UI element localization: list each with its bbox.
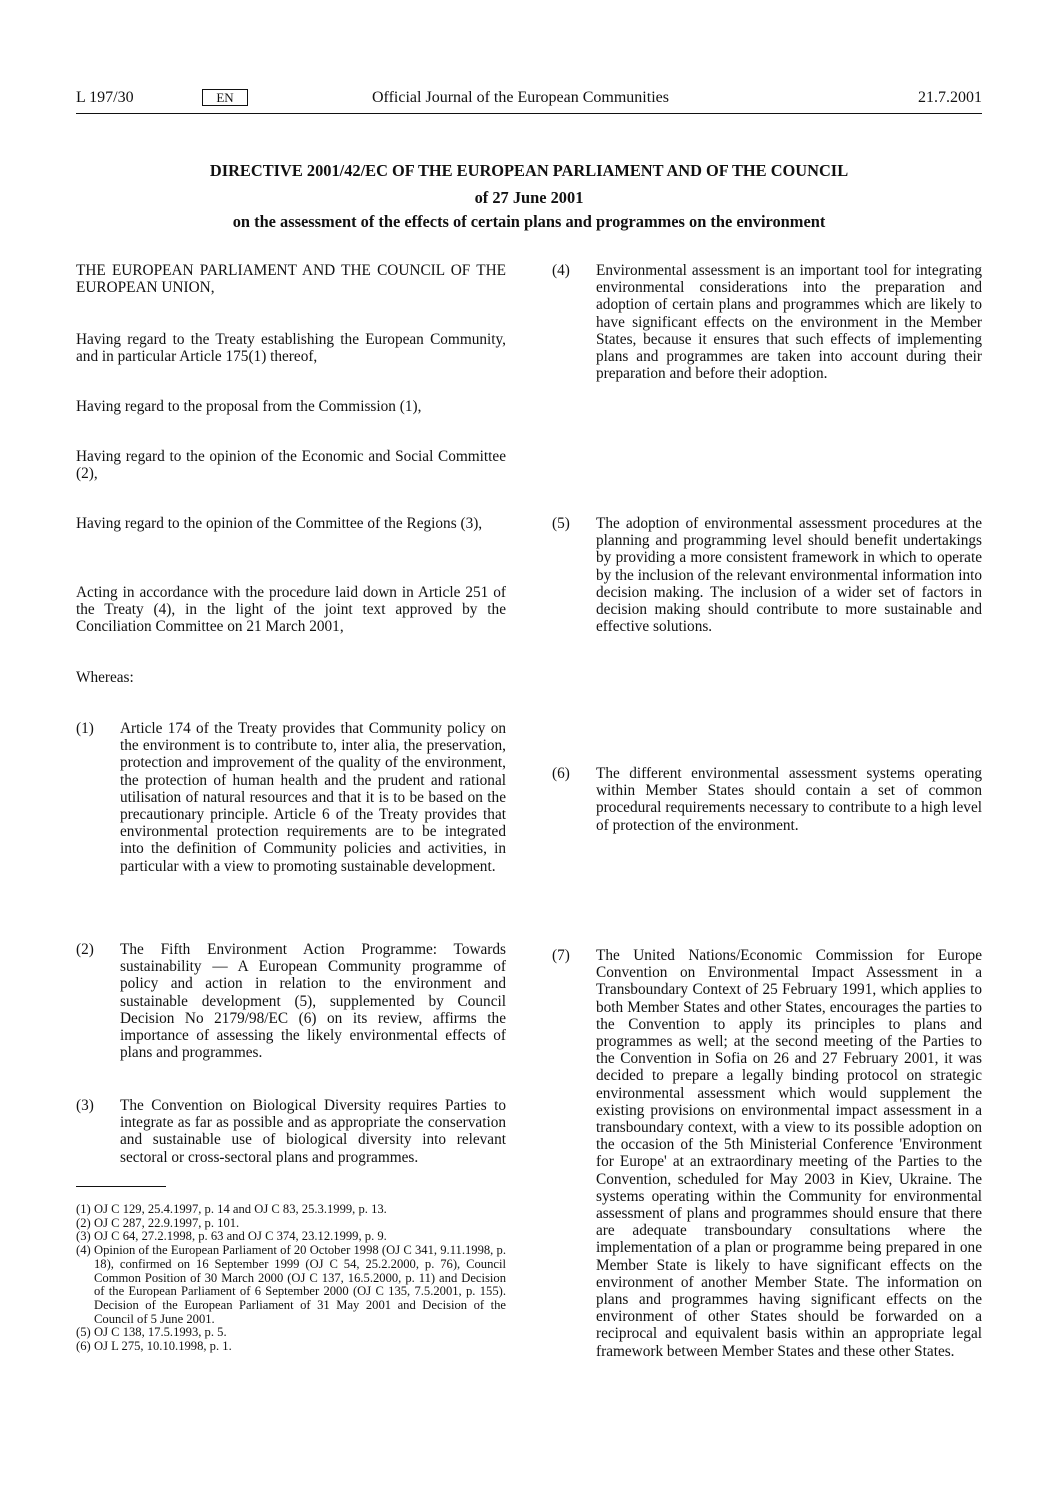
directive-subject: on the assessment of the effects of certain plans and programmes on the environment [232,212,826,231]
journal-reference: L 197/30 [76,89,134,106]
recital-number: (7) [552,947,570,964]
preamble-treaty: Having regard to the Treaty establishing the European Community, and in particular Article 175(1) thereof, [76,331,506,366]
recital-number: (5) [552,515,570,532]
preamble-esc-opinion: Having regard to the opinion of the Economic and Social Committee (2), [76,448,506,483]
footnote-mark: (6) [76,1339,91,1354]
recital-number: (3) [76,1097,94,1114]
preamble-whereas: Whereas: [76,669,134,686]
recital-number: (1) [76,720,94,737]
preamble-parties: THE EUROPEAN PARLIAMENT AND THE COUNCIL OF THE EUROPEAN UNION, [76,262,506,297]
footnote-text: OJ C 129, 25.4.1997, p. 14 and OJ C 83, 25.3.1999, p. 13. [94,1202,387,1216]
preamble-regions-opinion: Having regard to the opinion of the Committee of the Regions (3), [76,515,483,532]
directive-title: DIRECTIVE 2001/42/EC OF THE EUROPEAN PARLIAMENT AND OF THE COUNCIL [209,161,849,180]
footnote-text: OJ C 64, 27.2.1998, p. 63 and OJ C 374, 23.12.1999, p. 9. [94,1229,387,1244]
preamble-proposal: Having regard to the proposal from the Commission (1), [76,398,422,415]
footnote-divider [76,1186,166,1187]
footnote-text: Opinion of the European Parliament of 20 October 1998 (OJ C 341, 9.11.1998, p. 18), confirmed on 16 September 1999 (OJ C 54, 25.2.2000, p. 76), Council Common Position of 30 March 2000 (OJ C 137, 16.5.2000, p. 11) and Decision of the European Parliament of 6 September 2000 (OJ C 135, 7.5.2001, p. 155). Decision of the European Parliament of 31 May 2001 and Decision of the Council of 5 June 2001. [94,1243,506,1326]
preamble-procedure: Acting in accordance with the procedure laid down in Article 251 of the Treaty (4), in the light of the joint text approved by the Conciliation Committee on 21 March 2001, [76,584,506,636]
recital-text: The Convention on Biological Diversity requires Parties to integrate as far as possible and as appropriate the conservation and sustainable use of biological diversity into relevant sectoral or cross-sectoral plans and programmes. [120,1097,506,1166]
recital-text: The adoption of environmental assessment procedures at the planning and programming level should benefit undertakings by providing a more consistent framework in which to operate by the inclusion of the relevant environmental information into decision making. The inclusion of a wider set of factors in decision making should contribute to more sustainable and effective solutions. [596,515,982,636]
footnote-6 [76,1340,506,1354]
recital-text: Article 174 of the Treaty provides that Community policy on the environment is to contribute to, inter alia, the preservation, protection and improvement of the quality of the environment, the protection of human health and the prudent and rational utilisation of natural resources and that it is to be based on the precautionary principle. Article 6 of the Treaty provides that environmental protection requirements are to be integrated into the definition of Community policies and activities, in particular with a view to promoting sustainable development. [120,720,506,875]
recital-text: The different environmental assessment systems operating within Member States should contain a set of common procedural requirements necessary to contribute to a high level of protection of the environment. [596,765,982,834]
footnote-mark: (3) [76,1229,91,1244]
footnote-text: OJ C 138, 17.5.1993, p. 5. [94,1325,227,1340]
recital-number: (4) [552,262,570,279]
footnote-1 [76,1203,506,1217]
footnote-2 [76,1217,506,1231]
recital-number: (2) [76,941,94,958]
footnotes [76,1203,506,1354]
header-divider [76,113,982,114]
footnote-mark: (1) [76,1202,91,1216]
footnote-3 [76,1230,506,1244]
footnote-mark: (4) [76,1243,91,1258]
footnote-text: OJ C 287, 22.9.1997, p. 101. [94,1215,240,1230]
footnote-text: OJ L 275, 10.10.1998, p. 1. [94,1339,232,1354]
publication-date: 21.7.2001 [918,89,982,106]
footnote-mark: (2) [76,1215,91,1230]
footnote-mark: (5) [76,1325,91,1340]
recital-text: The Fifth Environment Action Programme: Towards sustainability — A European Community programme of policy and action in relation to the environment and sustainable development (5), supplemented by Council Decision No 2179/98/EC (6) on its review, affirms the importance of assessing the likely environmental effects of plans and programmes. [120,941,506,1062]
page-header [76,89,982,111]
directive-date: of 27 June 2001 [474,188,584,207]
journal-title: Official Journal of the European Communities [372,89,669,106]
footnote-4 [76,1244,506,1326]
language-badge: EN [202,89,248,106]
footnote-5 [76,1326,506,1340]
recital-text: The United Nations/Economic Commission for Europe Convention on Environmental Impact Assessment in a Transboundary Context of 25 February 1991, which applies to both Member States and other States, encourages the parties to the Convention to apply its principles to plans and programmes as well; at the second meeting of the Parties to the Convention in Sofia on 26 and 27 February 2001, it was decided to prepare a legally binding protocol on strategic environmental assessment which would supplement the existing provisions on environmental impact assessment in a transboundary context, with a view to its possible adoption on the occasion of the 5th Ministerial Conference 'Environment for Europe' at an extraordinary meeting of the Parties to the Convention, scheduled for May 2003 in Kiev, Ukraine. The systems operating within the Community for environmental assessment of plans and programmes should ensure that there are adequate transboundary consultations where the implementation of a plan or programme being prepared in one Member State is likely to have significant effects on the environment of another Member State. The information on plans and programmes having significant effects on the environment of other States should be forwarded on a reciprocal and equivalent basis within an appropriate legal framework between Member States and these other States. [596,947,982,1360]
recital-text: Environmental assessment is an important tool for integrating environmental considerations into the preparation and adoption of certain plans and programmes which are likely to have significant effects on the environment in the Member States, because it ensures that such effects of implementing plans and programmes are taken into account during their preparation and before their adoption. [596,262,982,383]
recital-number: (6) [552,765,570,782]
